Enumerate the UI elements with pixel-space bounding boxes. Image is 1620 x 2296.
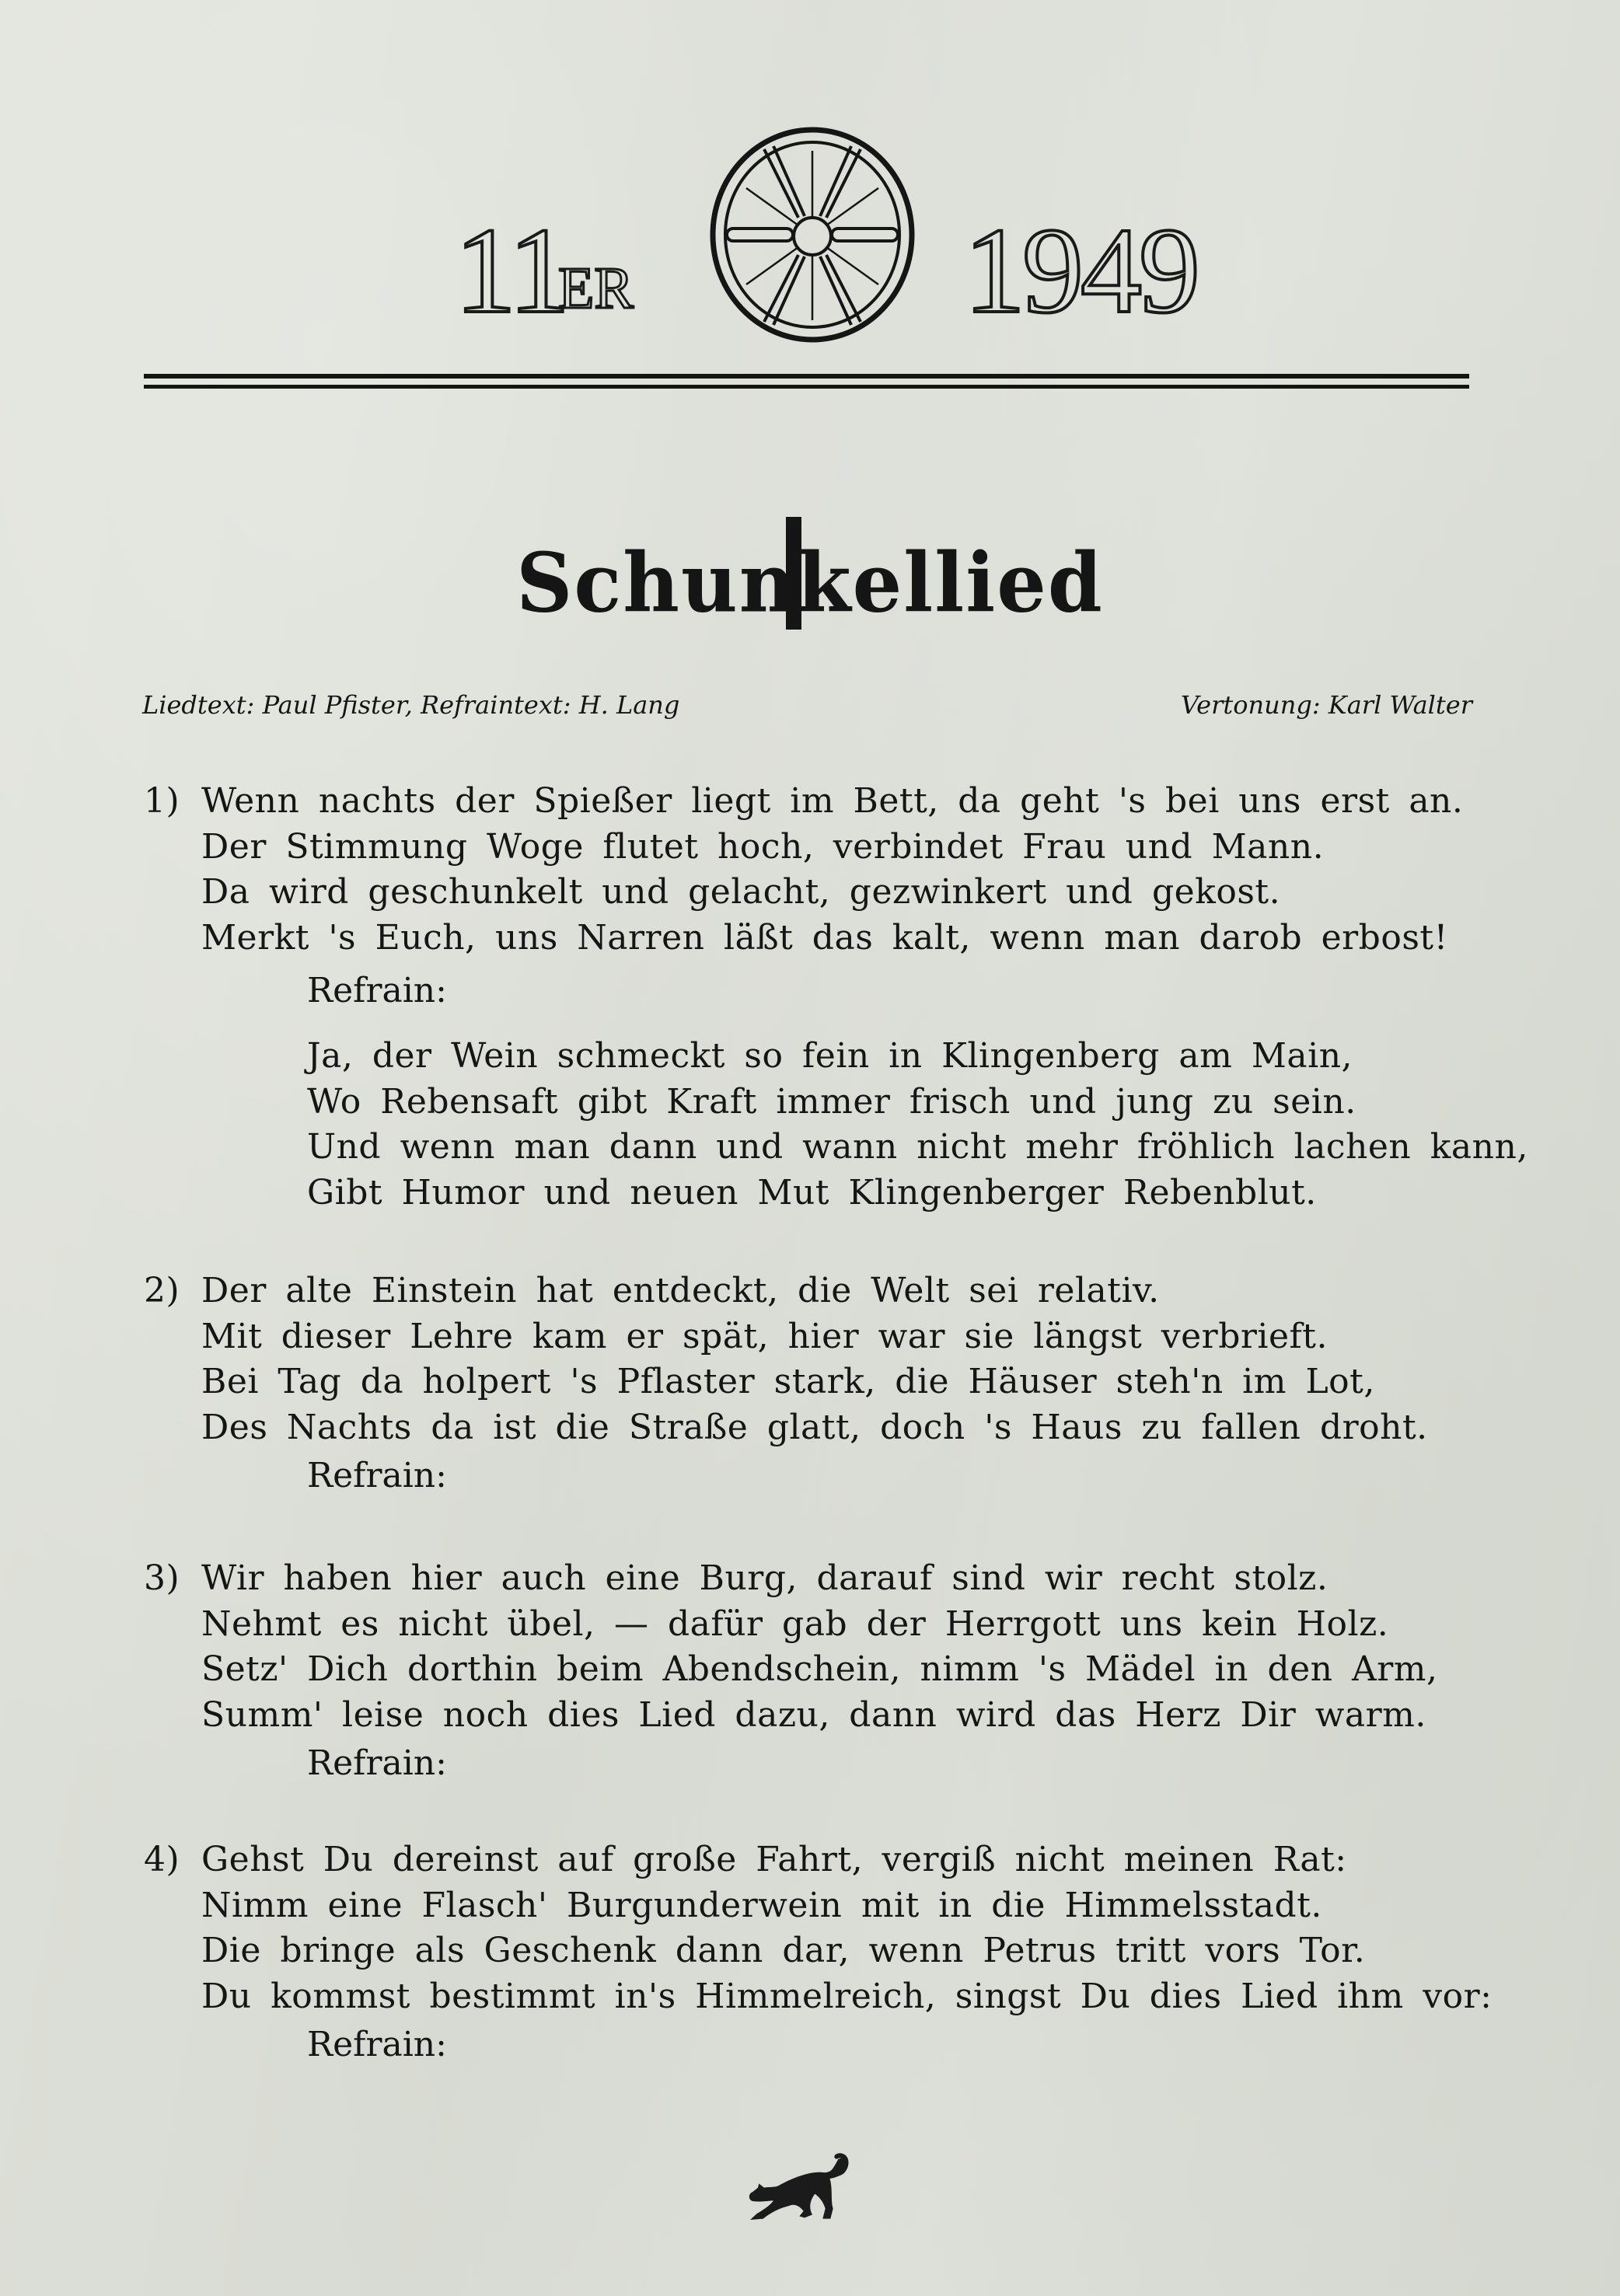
verse-line: Nimm eine Flasch' Burgunderwein mit in die Himmelsstadt. bbox=[201, 1885, 1322, 1925]
header-rule-top bbox=[144, 374, 1469, 379]
verse-2 bbox=[144, 1268, 1473, 1499]
verse-3 bbox=[144, 1556, 1473, 1786]
composer-credit: Vertonung: Karl Walter bbox=[1181, 690, 1472, 720]
verse-line: Nehmt es nicht übel, — dafür gab der Herrgott uns kein Holz. bbox=[201, 1603, 1389, 1644]
verse-number: 2) bbox=[144, 1271, 180, 1310]
lyrics-credit: Liedtext: Paul Pfister, Refraintext: H. Lang bbox=[142, 690, 680, 720]
verse-line: Summ' leise noch dies Lied dazu, dann wird das Herz Dir warm. bbox=[201, 1694, 1426, 1735]
verse-number: 4) bbox=[144, 1840, 180, 1879]
refrain-label: Refrain: bbox=[307, 1456, 447, 1495]
refrain-block bbox=[307, 1034, 1528, 1216]
header-number: 11 bbox=[455, 203, 567, 339]
header-suffix: ER bbox=[558, 256, 634, 321]
song-title: Schunkellied bbox=[516, 535, 1104, 631]
verse-line: Merkt 's Euch, uns Narren läßt das kalt, wenn man darob erbost! bbox=[201, 917, 1448, 958]
header-rule-bottom bbox=[144, 385, 1469, 389]
verse-line: Des Nachts da ist die Straße glatt, doch 's Haus zu fallen droht. bbox=[201, 1407, 1428, 1447]
verse-line: Setz' Dich dorthin beim Abendschein, nimm 's Mädel in den Arm, bbox=[201, 1649, 1438, 1689]
verse-line: 4) Gehst Du dereinst auf große Fahrt, vergiß nicht meinen Rat: bbox=[144, 1837, 1473, 1883]
verse-line: Da wird geschunkelt und gelacht, gezwinkert und gekost. bbox=[201, 872, 1281, 912]
verse-line: Du kommst bestimmt in's Himmelreich, singst Du dies Lied ihm vor: bbox=[201, 1976, 1493, 2016]
verse-line: 3) Wir haben hier auch eine Burg, darauf sind wir recht stolz. bbox=[144, 1556, 1473, 1602]
verse-line: 1) Wenn nachts der Spießer liegt im Bett, da geht 's bei uns erst an. bbox=[144, 779, 1473, 825]
verse-line: Mit dieser Lehre kam er spät, hier war sie längst verbrieft. bbox=[201, 1316, 1328, 1356]
refrain-line: Gibt Humor und neuen Mut Klingenberger Rebenblut. bbox=[307, 1172, 1317, 1213]
dog-silhouette-icon bbox=[727, 2128, 882, 2237]
refrain-line: Ja, der Wein schmeckt so fein in Klingenberg am Main, bbox=[307, 1036, 1353, 1076]
refrain-label: Refrain: bbox=[307, 971, 447, 1010]
verse-line: 2) Der alte Einstein hat entdeckt, die Welt sei relativ. bbox=[144, 1268, 1473, 1314]
refrain-label: Refrain: bbox=[307, 2025, 447, 2064]
refrain-line: Und wenn man dann und wann nicht mehr fröhlich lachen kann, bbox=[307, 1127, 1528, 1167]
verse-4 bbox=[144, 1837, 1493, 2067]
verse-number: 1) bbox=[144, 781, 180, 821]
refrain-line: Wo Rebensaft gibt Kraft immer frisch und jung zu sein. bbox=[307, 1081, 1356, 1122]
wagon-wheel-icon bbox=[704, 126, 921, 344]
verse-number: 3) bbox=[144, 1558, 180, 1598]
refrain-label: Refrain: bbox=[307, 1743, 447, 1783]
verse-1 bbox=[144, 779, 1473, 1014]
verse-line: Die bringe als Geschenk dann dar, wenn Petrus tritt vors Tor. bbox=[201, 1931, 1366, 1970]
verse-line: Bei Tag da holpert 's Pflaster stark, die Häuser steh'n im Lot, bbox=[201, 1362, 1375, 1401]
verse-line: Der Stimmung Woge flutet hoch, verbindet Frau und Mann. bbox=[201, 826, 1325, 867]
header-year: 1949 bbox=[964, 203, 1197, 339]
